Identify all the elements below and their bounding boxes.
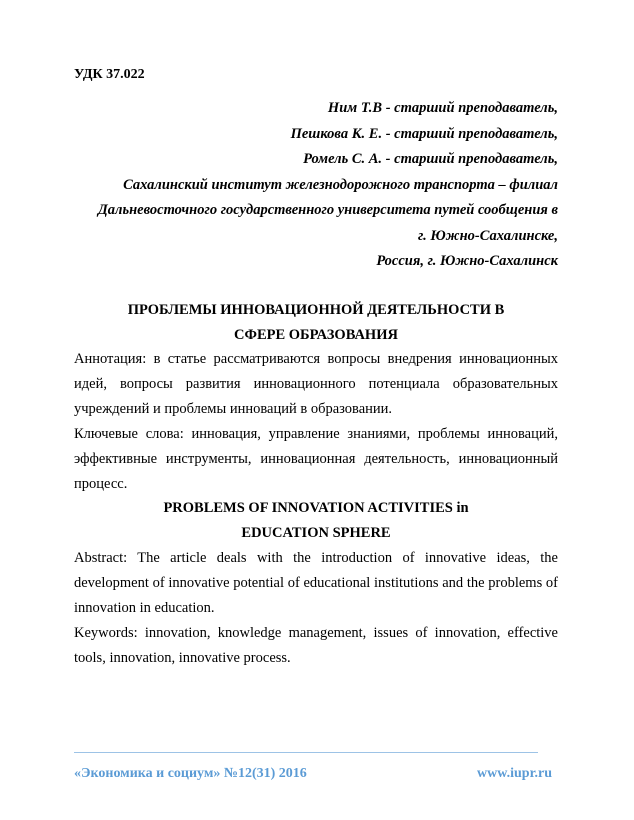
- title-english: [74, 496, 558, 546]
- affiliation-line: Дальневосточного государственного университета путей сообщения в: [97, 202, 558, 218]
- footer-website-link[interactable]: www.iupr.ru: [477, 766, 552, 781]
- author-line: Ромель С. А. - старший преподаватель,: [303, 151, 558, 167]
- title-russian-line: ПРОБЛЕМЫ ИННОВАЦИОННОЙ ДЕЯТЕЛЬНОСТИ В: [127, 302, 505, 318]
- keywords-russian: Ключевые слова: инновация, управление знаниями, проблемы инноваций, эффективные инструменты, инновационная деятельность, инновационный процесс.: [74, 426, 558, 492]
- annotation-russian: Аннотация: в статье рассматриваются вопросы внедрения инновационных идей, вопросы развития инновационного потенциала образовательных учреждений и проблемы инноваций в образовании.: [74, 351, 558, 417]
- title-russian: [74, 298, 558, 348]
- affiliation-line: Сахалинский институт железнодорожного транспорта – филиал: [123, 176, 558, 193]
- affiliation-line: Россия, г. Южно-Сахалинск: [376, 253, 558, 269]
- author-line: Пешкова К. Е. - старший преподаватель,: [290, 125, 558, 142]
- affiliation-line: г. Южно-Сахалинске,: [417, 227, 558, 244]
- keywords-english: Keywords: innovation, knowledge management, issues of innovation, effective tools, innovation, innovative process.: [74, 625, 558, 666]
- abstract-english: Abstract: The article deals with the introduction of innovative ideas, the development of innovative potential of educational institutions and the problems of innovation in education.: [74, 550, 558, 616]
- authors-block: [74, 96, 558, 275]
- title-english-line: PROBLEMS OF INNOVATION ACTIVITIES in: [163, 500, 469, 516]
- footer-divider: [74, 752, 538, 753]
- title-russian-line: СФЕРЕ ОБРАЗОВАНИЯ: [234, 327, 398, 343]
- title-english-line: EDUCATION SPHERE: [241, 525, 391, 541]
- footer-journal: «Экономика и социум» №12(31) 2016: [74, 766, 307, 781]
- author-line: Ним Т.В - старший преподаватель,: [327, 100, 558, 116]
- udc-code: УДК 37.022: [74, 67, 145, 82]
